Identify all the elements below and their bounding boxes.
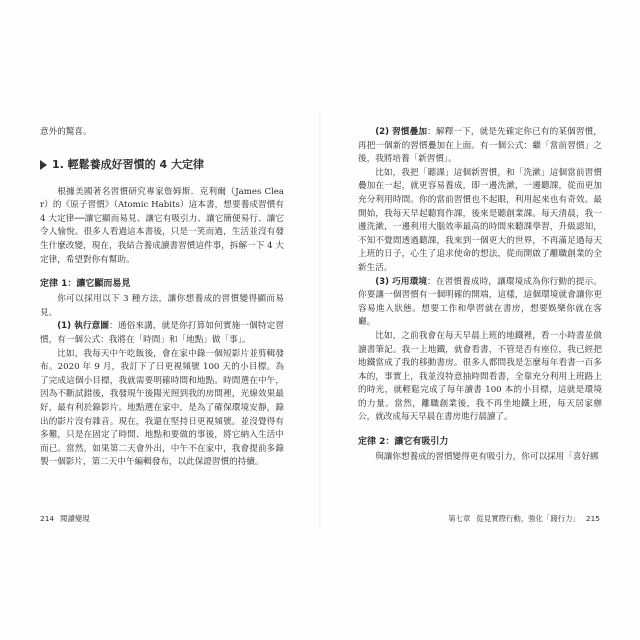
law-heading: 定律 1：讓它顯而易見: [40, 279, 131, 290]
method-text: ：在習慣養成時，讓環境成為你行動的提示。你要讓一個習慣有一個明確的開端，這樣，這個環境就會讓你更容易進入狀態。想要工作和學習就在書房，想要娛樂你就在客廳。: [358, 276, 602, 328]
paragraph: 根據美國著名習慣研究專家詹姆斯．克利爾（James Clear）的《原子習慣》（Atomic Habits）這本書，想要養成習慣有 4 大定律──讓它顯而易見、讓它有吸引力、讓它簡便易行、讓它令人愉悅。很多人看過這本書後，只是一笑而過，生活並沒有發生什麼改變，現在，我結合養成讀書習慣這件事，拆解一下 4 大定律，希望對你有幫助。: [40, 186, 284, 265]
law-heading: 定律 2：讓它有吸引力: [358, 437, 449, 448]
method-text: ：解釋一下，就是先確定你已有的某個習慣，再把一個新的習慣疊加在上面。有一個公式：繼「當前習慣」之後，我將培養「新習慣」。: [358, 127, 602, 165]
method-label: (3) 巧用環境: [375, 276, 428, 287]
paragraph: 比如，我每天中午吃飯後，會在家中錄一個短影片並剪輯發布。2020 年 9 月，我訂下了日更視頻號 100 天的小目標。為了完成這個小目標，我就需要明確時間和地點。時間選在中午，因為不斷試錯後，我發現午後陽光照到我的房間裡，光線效果最好，最有利於錄影片。地點選在家中，是為了確保環境安靜，錄出的影片沒有雜音。現在，我還在堅持日更視頻號。並沒覺得有多難，只是在固定了時間、地點和要做的事後，將它納入生活中而已。當然，如果第二天會外出，中午不在家中，我會提前多錄製一個影片，第二天中午編輯發布，以此保證習慣的持續。: [40, 348, 284, 468]
page-gutter: [319, 110, 321, 530]
left-page: [40, 126, 284, 470]
paragraph: 比如，我把「聽課」這個新習慣，和「洗漱」這個當前習慣疊加在一起，就更容易養成，即一邊洗漱，一邊聽課，從而更加充分利用時間。你的當前習慣也不起眼，利用起來也有奇效。最開始，我每天早起聽寫作課，後來是聽創業課。每天清晨，我一邊洗漱，一邊利用大腦效率最高的時間來聽課學習，升級認知，不知不覺間透過聽課，我來到一個更大的世界，不再滿足過每天上班的日子，心生了追求使命的想法，從而開啟了離職創業的全新生活。: [358, 167, 602, 273]
running-title: 閱讀變現: [60, 514, 90, 523]
chapter-label: 第七章: [448, 514, 471, 523]
right-page: [358, 126, 602, 465]
opening-line: 意外的驚喜。: [40, 127, 92, 137]
paragraph: 你可以採用以下 3 種方法，讓你想養成的習慣變得顯而易見。: [40, 294, 284, 318]
paragraph: [358, 276, 602, 330]
paragraph: 與讓你想養成的習慣變得更有吸引力，你可以採用「喜好綁: [375, 452, 599, 463]
paragraph: [40, 320, 284, 347]
left-folio: [40, 513, 90, 524]
method-label: (2) 習慣疊加: [375, 127, 428, 137]
section-heading: [40, 158, 284, 172]
triangle-bullet-icon: [40, 160, 47, 170]
right-folio: [448, 513, 600, 524]
method-label: (1) 執行意圖: [57, 321, 110, 332]
page-number: 215: [585, 514, 600, 523]
section-heading-text: 1. 輕鬆養成好習慣的 4 大定律: [52, 157, 204, 171]
page-number: 214: [40, 514, 55, 523]
paragraph: 比如，之前我會在每天早晨上班的地鐵裡，看一小時書並做讀書筆記。我一上地鐵，就會看書，不管是否有座位，我已經把地鐵當成了我的移動書房。很多人都問我是怎麼每年看書一百多本的，事實上，我並沒特意抽時間看書，全靠充分利用上班路上的時光，就輕鬆完成了每年讀書 100 本的小目標，這就是環境的力量。當然，離職創業後，我不再坐地鐵上班，每天居家辦公，就改成每天早晨在書房進行晨讀了。: [358, 330, 602, 423]
paragraph: [358, 126, 602, 167]
running-title: 從見實際行動，強化「踐行力」: [476, 514, 580, 523]
method-text: ：通俗來講，就是你打算如何實施一個特定習慣，有一個公式：我將在「時間」和「地點」做「事」。: [40, 321, 284, 345]
